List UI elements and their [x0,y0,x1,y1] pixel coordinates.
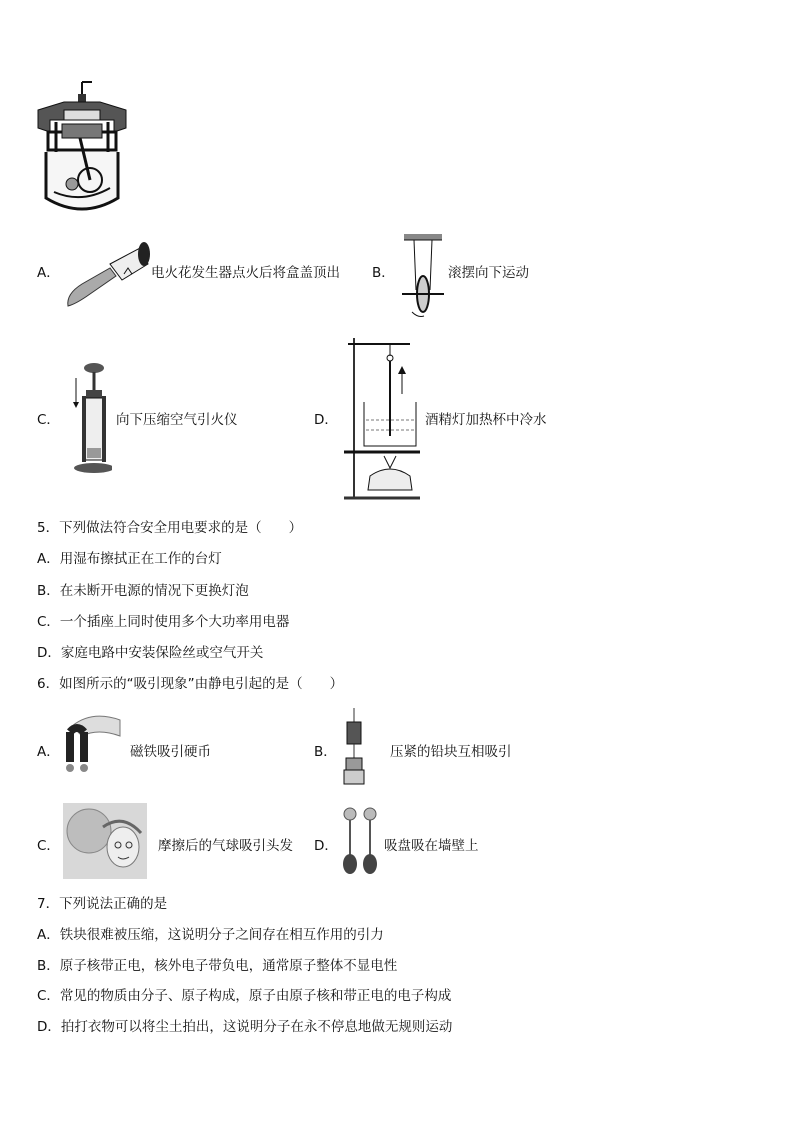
q4-option-d-text: 酒精灯加热杯中冷水 [425,412,547,428]
q4-option-c-text: 向下压缩空气引火仪 [116,412,238,428]
q4-option-b-letter: B． [372,265,395,281]
q6-option-d-text: 吸盘吸在墙壁上 [384,838,479,854]
engine-diagram [34,80,130,216]
q6-stem: 6．如图所示的“吸引现象”由静电引起的是（ ） [37,676,344,692]
q7-option-b: B．原子核带正电，核外电子带负电，通常原子整体不显电性 [37,958,398,974]
air-compression-igniter-image [68,362,112,476]
q7-option-a: A．铁块很难被压缩，这说明分子之间存在相互作用的引力 [37,927,384,943]
q6-option-b-text: 压紧的铅块互相吸引 [390,744,512,760]
spark-generator-image [62,234,152,314]
q6-option-d-letter: D． [314,838,338,854]
alcohol-lamp-heating-image [340,336,422,504]
q4-option-a-text: 电火花发生器点火后将盒盖顶出 [151,265,340,281]
lead-blocks-image [340,708,370,792]
q6-option-c-letter: C． [37,838,60,854]
suction-cup-image [338,806,382,878]
q5-option-b: B．在未断开电源的情况下更换灯泡 [37,583,249,599]
balloon-hair-image [63,803,147,879]
q5-stem: 5．下列做法符合安全用电要求的是（ ） [37,520,303,536]
q6-option-a-letter: A． [37,744,60,760]
magnet-coin-image [62,706,124,778]
q5-option-a: A．用湿布擦拭正在工作的台灯 [37,551,222,567]
q4-option-c-letter: C． [37,412,60,428]
q4-option-a-letter: A． [37,265,60,281]
q7-option-d: D．拍打衣物可以将尘土拍出，这说明分子在永不停息地做无规则运动 [37,1019,453,1035]
q7-stem: 7．下列说法正确的是 [37,896,168,912]
q6-option-c-text: 摩擦后的气球吸引头发 [158,838,293,854]
q4-option-b-text: 滚摆向下运动 [448,265,529,281]
q5-option-c: C．一个插座上同时使用多个大功率用电器 [37,614,290,630]
q7-option-c: C．常见的物质由分子、原子构成，原子由原子核和带正电的电子构成 [37,988,452,1004]
q5-option-d: D．家庭电路中安装保险丝或空气开关 [37,645,264,661]
q6-option-a-text: 磁铁吸引硬币 [130,744,211,760]
maxwell-pendulum-image [398,232,448,318]
q6-option-b-letter: B． [314,744,337,760]
q4-option-d-letter: D． [314,412,338,428]
